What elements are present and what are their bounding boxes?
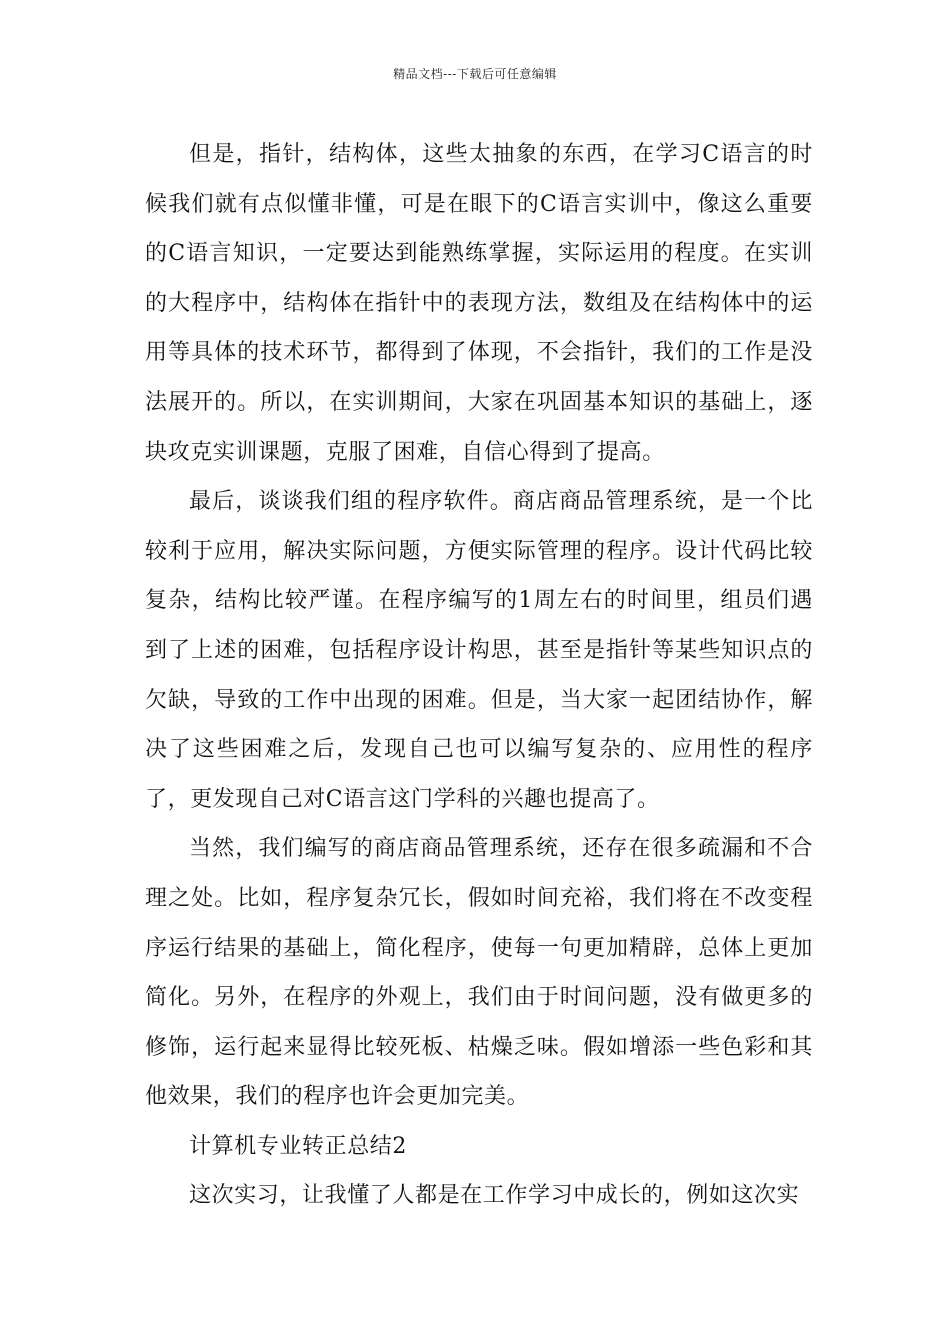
paragraph-shortcomings: 当然，我们编写的商店商品管理系统，还存在很多疏漏和不合理之处。比如，程序复杂冗长，假如时间充裕，我们将在不改变程序运行结果的基础上，简化程序，使每一句更加精辟，总体上更加简化。另外，在程序的外观上，我们由于时间问题，没有做更多的修饰，运行起来显得比较死板、枯燥乏味。假如增添一些色彩和其他效果，我们的程序也许会更加完美。 [145,836,813,1110]
paragraph-internship: 这次实习，让我懂了人都是在工作学习中成长的，例如这次实 [189,1183,800,1209]
paragraph-pointers: 但是，指针，结构体，这些太抽象的东西，在学习C语言的时候我们就有点似懂非懂，可是在眼下的C语言实训中，像这么重要的C语言知识，一定要达到能熟练掌握，实际运用的程度。在实训的大程序中，结构体在指针中的表现方法，数组及在结构体中的运用等具体的技术环节，都得到了体现，不会指针，我们的工作是没法展开的。所以，在实训期间，大家在巩固基本知识的基础上，逐块攻克实训课题，克服了困难，自信心得到了提高。 [145,142,813,465]
paragraph-program-software: 最后，谈谈我们组的程序软件。商店商品管理系统，是一个比较利于应用，解决实际问题，方便实际管理的程序。设计代码比较复杂，结构比较严谨。在程序编写的1周左右的时间里，组员们遇到了上述的困难，包括程序设计构思，甚至是指针等某些知识点的欠缺，导致的工作中出现的困难。但是，当大家一起团结协作，解决了这些困难之后，发现自己也可以编写复杂的、应用性的程序了，更发现自己对C语言这门学科的兴趣也提高了。 [145,489,813,812]
section-heading: 计算机专业转正总结2 [189,1133,407,1159]
page-header: 精品文档---下载后可任意编辑 [393,67,557,81]
document-body [145,130,813,1221]
